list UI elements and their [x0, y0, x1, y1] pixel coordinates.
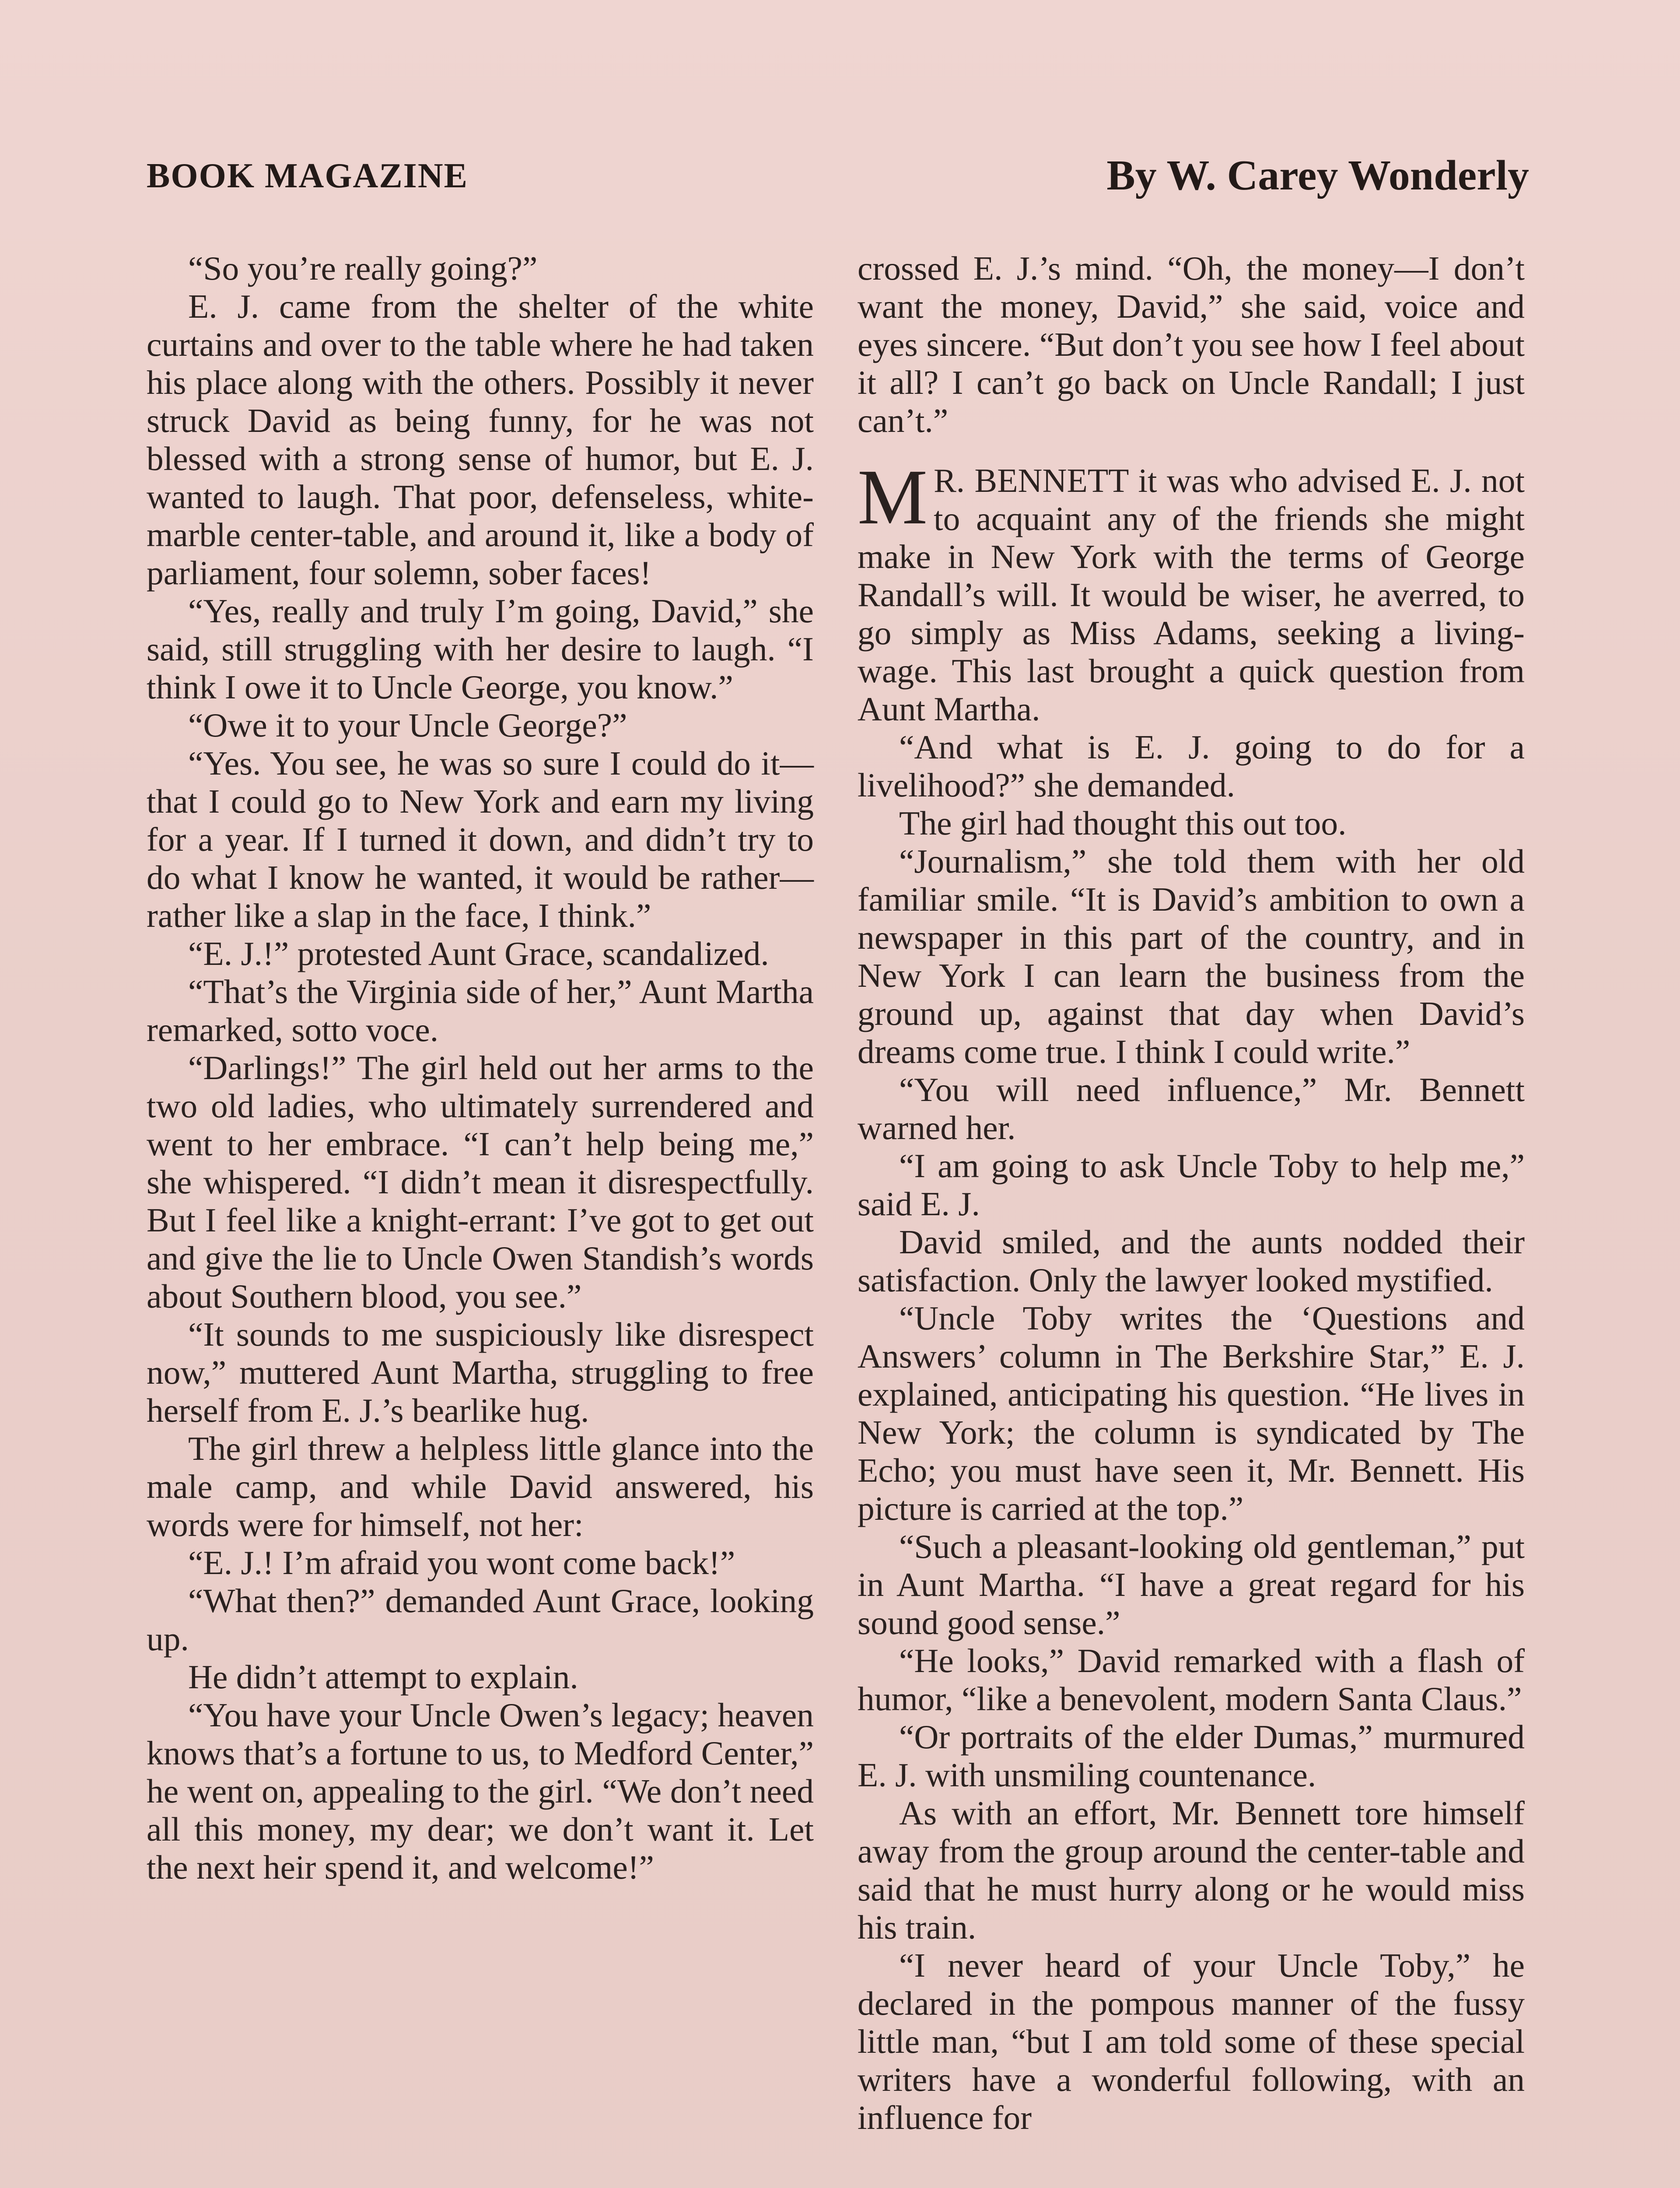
paragraph: As with an effort, Mr. Bennett tore himself away from the group around the center-table and said that he must hurry along or he would miss his train. — [858, 1794, 1525, 1946]
paragraph: “That’s the Virginia side of her,” Aunt Martha remarked, sotto voce. — [147, 973, 814, 1048]
paragraph: “Owe it to your Uncle George?” — [188, 706, 627, 744]
paragraph: “Uncle Toby writes the ‘Questions and Answers’ column in The Berkshire Star,” E. J. explained, anticipating his question. “He lives in New York; the column is syndicated by The Echo; you must have seen it, Mr. Bennett. His picture is carried at the top.” — [858, 1299, 1525, 1527]
drop-cap: M — [858, 453, 928, 540]
paragraph: “I am going to ask Uncle Toby to help me,” said E. J. — [858, 1147, 1525, 1223]
author-byline: By W. Carey Wonderly — [1106, 152, 1529, 199]
paragraph: “You will need influence,” Mr. Bennett warned her. — [858, 1071, 1525, 1147]
paragraph: “Journalism,” she told them with her old familiar smile. “It is David’s ambition to own a newspaper in this part of the country, and in New York I can learn the business from the ground up, against that day when David’s dreams come true. I think I could write.” — [858, 842, 1525, 1070]
paragraph: “E. J.!” protested Aunt Grace, scandalized. — [188, 935, 769, 972]
paragraph: He didn’t attempt to explain. — [188, 1658, 578, 1696]
section-opening-text: R. BENNETT it was who advised E. J. not to acquaint any of the friends she might make in New York with the terms of George Randall’s will. It would be wiser, he averred, to go simply as Miss Adams, seeking a living-wage. This last brought a quick question from Aunt Martha. — [858, 462, 1525, 728]
paragraph: “You have your Uncle Owen’s legacy; heaven knows that’s a fortune to us, to Medford Center,” he went on, appealing to the girl. “We don’t need all this money, my dear; we don’t want it. Let the next heir spend it, and welcome!” — [147, 1696, 814, 1886]
magazine-title: BOOK MAGAZINE — [147, 157, 468, 195]
running-header — [147, 151, 1529, 199]
paragraph: “Such a pleasant-looking old gentleman,” put in Aunt Martha. “I have a great regard for his sound good sense.” — [858, 1528, 1525, 1641]
paragraph: E. J. came from the shelter of the white curtains and over to the table where he had taken his place along with the others. Possibly it never struck David as being funny, for he was not blessed with a strong sense of humor, but E. J. wanted to laugh. That poor, defenseless, white-marble center-table, and around it, like a body of parliament, four solemn, sober faces! — [147, 288, 814, 592]
paragraph: “I never heard of your Uncle Toby,” he declared in the pompous manner of the fussy little man, “but I am told some of these special writers have a wonderful following, with an influence for — [858, 1946, 1525, 2136]
paragraph: David smiled, and the aunts nodded their satisfaction. Only the lawyer looked mystified. — [858, 1223, 1525, 1299]
continued-paragraph: crossed E. J.’s mind. “Oh, the money—I don’t want the money, David,” she said, voice and eyes sincere. “But don’t you see how I feel about it all? I can’t go back on Uncle Randall; I just can’t.” — [858, 249, 1525, 439]
paragraph: “So you’re really going?” — [188, 249, 538, 287]
section-opening-paragraph — [858, 453, 1525, 728]
paragraph: “And what is E. J. going to do for a livelihood?” she demanded. — [858, 728, 1525, 804]
paragraph: “E. J.! I’m afraid you wont come back!” — [188, 1544, 735, 1581]
paragraph: “It sounds to me suspiciously like disrespect now,” muttered Aunt Martha, struggling to free herself from E. J.’s bearlike hug. — [147, 1315, 814, 1429]
left-column — [147, 249, 814, 1886]
paragraph: “Yes, really and truly I’m going, David,” she said, still struggling with her desire to laugh. “I think I owe it to Uncle George, you know.” — [147, 592, 814, 706]
paragraph: “Darlings!” The girl held out her arms to the two old ladies, who ultimately surrendered and went to her embrace. “I can’t help being me,” she whispered. “I didn’t mean it disrespectfully. But I feel like a knight-errant: I’ve got to get out and give the lie to Uncle Owen Standish’s words about Southern blood, you see.” — [147, 1049, 814, 1315]
paragraph: “He looks,” David remarked with a flash of humor, “like a benevolent, modern Santa Claus.” — [858, 1642, 1525, 1718]
right-column — [858, 249, 1525, 2137]
paragraph: “What then?” demanded Aunt Grace, looking up. — [147, 1582, 814, 1658]
paragraph: The girl had thought this out too. — [899, 804, 1347, 842]
paragraph: “Yes. You see, he was so sure I could do it—that I could go to New York and earn my living for a year. If I turned it down, and didn’t try to do what I know he wanted, it would be rather—rather like a slap in the face, I think.” — [147, 744, 814, 934]
paragraph: “Or portraits of the elder Dumas,” murmured E. J. with unsmiling countenance. — [858, 1718, 1525, 1794]
paragraph: The girl threw a helpless little glance into the male camp, and while David answered, his words were for himself, not her: — [147, 1430, 814, 1543]
